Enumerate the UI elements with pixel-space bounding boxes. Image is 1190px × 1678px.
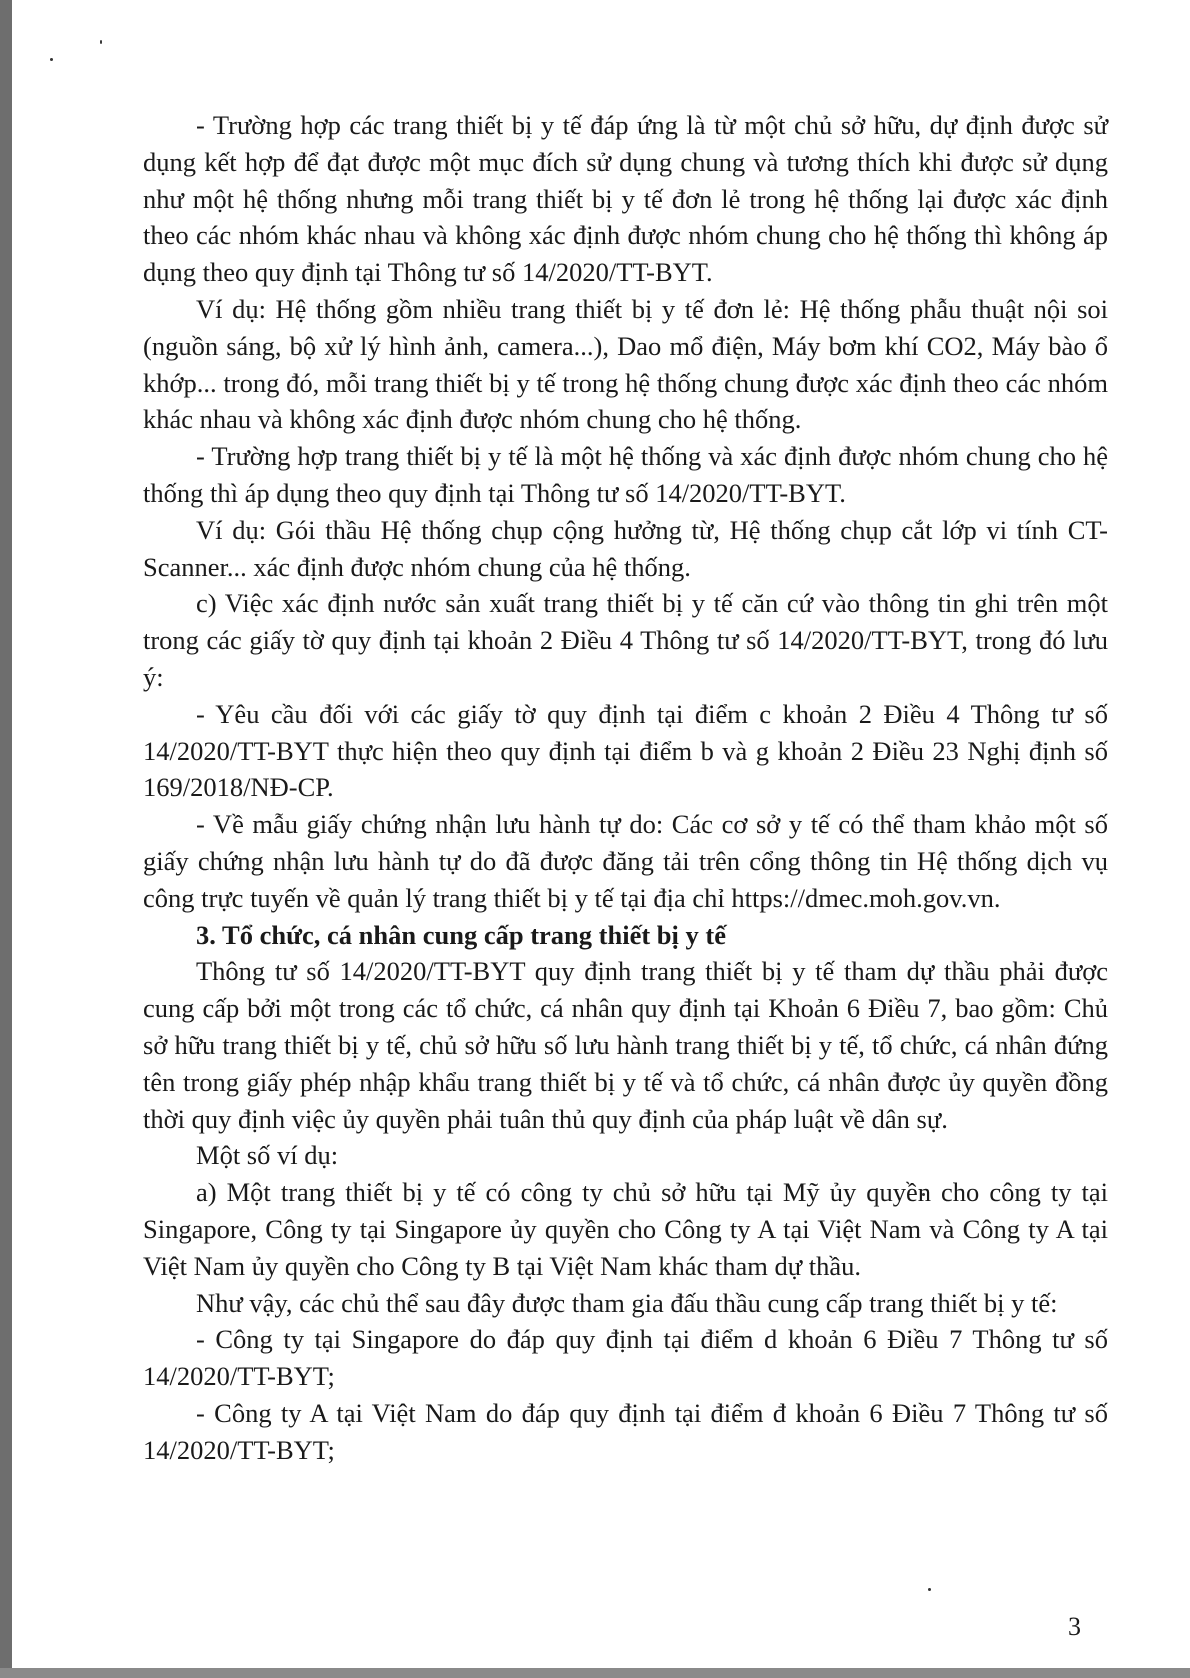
paragraph: c) Việc xác định nước sản xuất trang thiết bị y tế căn cứ vào thông tin ghi trên một trong các giấy tờ quy định tại khoản 2 Điều 4 Thông tư số 14/2020/TT-BYT, trong đó lưu ý: (143, 588, 1108, 692)
scan-speck (928, 1588, 931, 1591)
paragraph: - Công ty A tại Việt Nam do đáp quy định tại điểm đ khoản 6 Điều 7 Thông tư số 14/2020/TT-BYT; (143, 1397, 1108, 1465)
document-page (143, 107, 1108, 1547)
paragraph: Ví dụ: Hệ thống gồm nhiều trang thiết bị y tế đơn lẻ: Hệ thống phẫu thuật nội soi (nguồn sáng, bộ xử lý hình ảnh, camera...), Dao mổ điện, Máy bơm khí CO2, Máy bào ổ khớp... trong đó, mỗi trang thiết bị y tế trong hệ thống chung được xác định theo các nhóm khác nhau và không xác định được nhóm chung cho hệ thống. (143, 293, 1108, 435)
paragraph: Như vậy, các chủ thể sau đây được tham gia đấu thầu cung cấp trang thiết bị y tế: (196, 1287, 1058, 1318)
scan-border-bottom (0, 1668, 1190, 1678)
paragraph: Ví dụ: Gói thầu Hệ thống chụp cộng hưởng từ, Hệ thống chụp cắt lớp vi tính CT-Scanner... xác định được nhóm chung của hệ thống. (143, 514, 1108, 582)
section-heading: 3. Tổ chức, cá nhân cung cấp trang thiết bị y tế (196, 919, 726, 950)
paragraph: Thông tư số 14/2020/TT-BYT quy định trang thiết bị y tế tham dự thầu phải được cung cấp bởi một trong các tổ chức, cá nhân quy định tại Khoản 6 Điều 7, bao gồm: Chủ sở hữu trang thiết bị y tế, chủ sở hữu số lưu hành trang thiết bị y tế, tổ chức, cá nhân đứng tên trong giấy phép nhập khẩu trang thiết bị y tế và tổ chức, cá nhân được ủy quyền đồng thời quy định việc ủy quyền phải tuân thủ quy định của pháp luật về dân sự. (143, 956, 1108, 1134)
scan-border-left (0, 0, 12, 1678)
paragraph: Một số ví dụ: (196, 1140, 339, 1171)
paragraph: - Công ty tại Singapore do đáp quy định tại điểm d khoản 6 Điều 7 Thông tư số 14/2020/TT-BYT; (143, 1324, 1108, 1392)
paragraph: a) Một trang thiết bị y tế có công ty chủ sở hữu tại Mỹ ủy quyền cho công ty tại Singapore, Công ty tại Singapore ủy quyền cho Công ty A tại Việt Nam và Công ty A tại Việt Nam ủy quyền cho Công ty B tại Việt Nam khác tham dự thầu. (143, 1177, 1108, 1281)
scan-speck (100, 40, 102, 44)
paragraph: - Về mẫu giấy chứng nhận lưu hành tự do: Các cơ sở y tế có thể tham khảo một số giấy chứng nhận lưu hành tự do đã được đăng tải trên cổng thông tin Hệ thống dịch vụ công trực tuyến về quản lý trang thiết bị y tế tại địa chỉ https://dmec.moh.gov.vn. (143, 809, 1108, 913)
scan-speck (50, 58, 53, 61)
paragraph: - Trường hợp trang thiết bị y tế là một hệ thống và xác định được nhóm chung cho hệ thống thì áp dụng theo quy định tại Thông tư số 14/2020/TT-BYT. (143, 441, 1108, 508)
page-number: 3 (1068, 1612, 1081, 1641)
paragraph: - Trường hợp các trang thiết bị y tế đáp ứng là từ một chủ sở hữu, dự định được sử dụng kết hợp để đạt được một mục đích sử dụng chung và tương thích khi được sử dụng như một hệ thống nhưng mỗi trang thiết bị y tế đơn lẻ trong hệ thống lại được xác định theo các nhóm khác nhau và không xác định được nhóm chung cho hệ thống thì không áp dụng theo quy định tại Thông tư số 14/2020/TT-BYT. (143, 110, 1108, 288)
paragraph: - Yêu cầu đối với các giấy tờ quy định tại điểm c khoản 2 Điều 4 Thông tư số 14/2020/TT-BYT thực hiện theo quy định tại điểm b và g khoản 2 Điều 23 Nghị định số 169/2018/NĐ-CP. (143, 698, 1108, 803)
